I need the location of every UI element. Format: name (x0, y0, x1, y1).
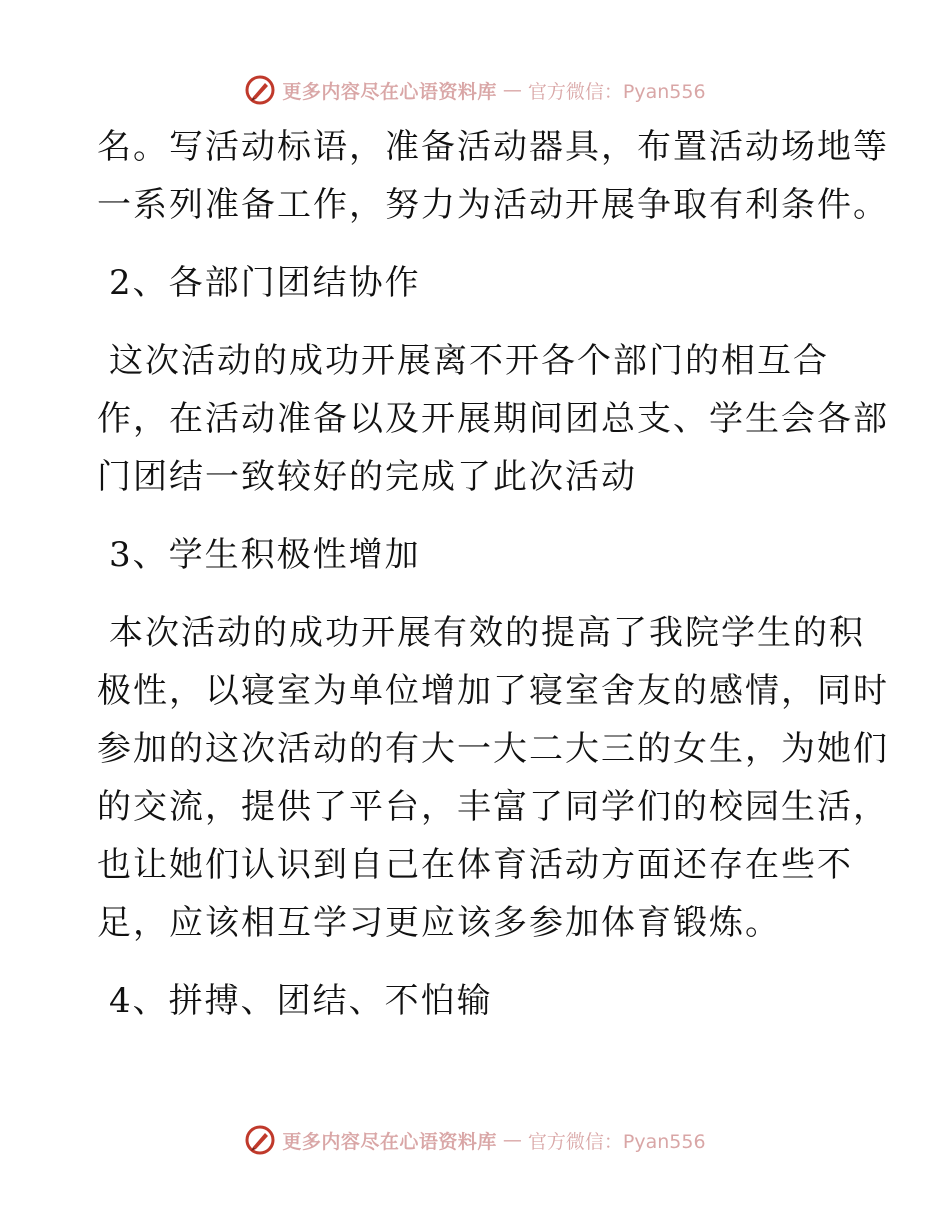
paragraph-line: 足，应该相互学习更应该多参加体育锻炼。 (97, 903, 781, 943)
watermark-brand-text: 更多内容尽在心语资料库 (282, 1130, 497, 1153)
watermark-separator: — (502, 79, 522, 101)
footer-watermark (0, 1120, 950, 1160)
section-heading: 4、拼搏、团结、不怕输 (109, 981, 493, 1021)
header-watermark (0, 70, 950, 110)
paragraph-line: 名。写活动标语，准备活动器具，布置活动场地等 (97, 127, 889, 167)
paragraph-line: 本次活动的成功开展有效的提高了我院学生的积 (109, 613, 865, 653)
paragraph-line: 也让她们认识到自己在体育活动方面还存在些不 (97, 845, 853, 885)
watermark-separator: — (502, 1129, 522, 1151)
watermark-wechat-text: 官方微信：Pyan556 (527, 80, 706, 103)
pen-logo-icon (244, 74, 276, 106)
paragraph-line: 一系列准备工作，努力为活动开展争取有利条件。 (97, 185, 889, 225)
paragraph-line: 的交流，提供了平台，丰富了同学们的校园生活， (97, 787, 889, 827)
paragraph-line: 门团结一致较好的完成了此次活动 (97, 457, 637, 497)
paragraph-line: 作，在活动准备以及开展期间团总支、学生会各部 (97, 399, 889, 439)
section-heading: 2、各部门团结协作 (109, 263, 421, 303)
document-body (97, 118, 889, 1030)
watermark-brand-text: 更多内容尽在心语资料库 (282, 80, 497, 103)
watermark-wechat-text: 官方微信：Pyan556 (527, 1130, 706, 1153)
paragraph-line: 极性，以寝室为单位增加了寝室舍友的感情，同时 (97, 671, 889, 711)
paragraph-line: 参加的这次活动的有大一大二大三的女生，为她们 (97, 729, 889, 769)
pen-logo-icon (244, 1124, 276, 1156)
paragraph-line: 这次活动的成功开展离不开各个部门的相互合 (109, 341, 829, 381)
section-heading: 3、学生积极性增加 (109, 535, 421, 575)
